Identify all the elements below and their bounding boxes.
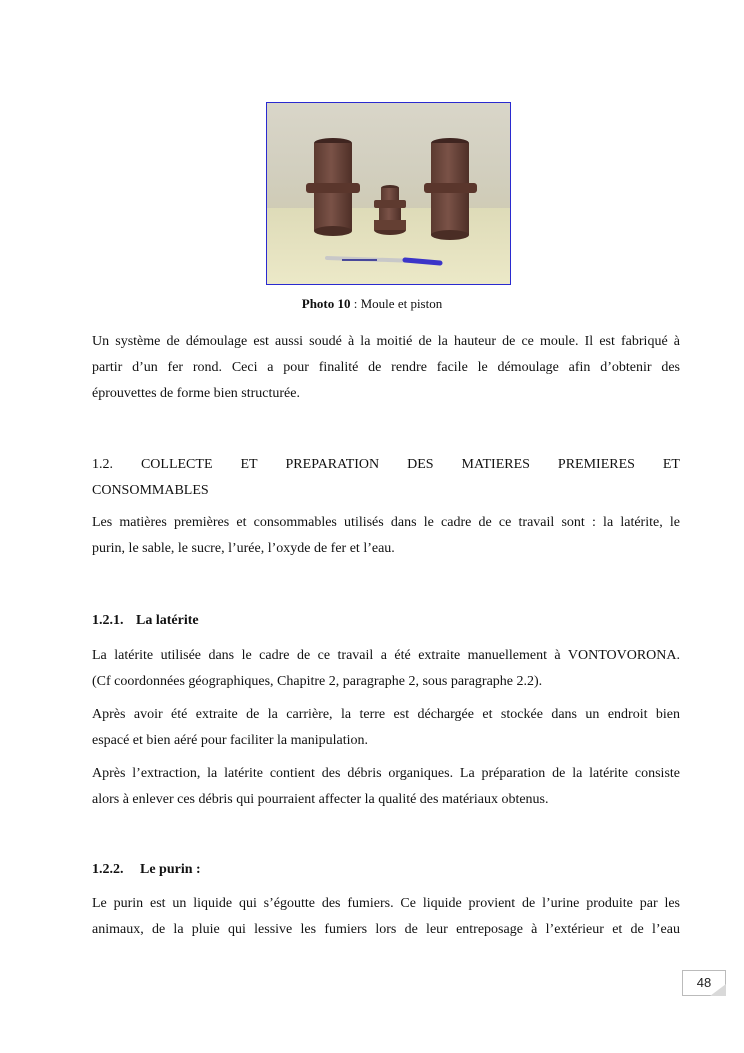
page-number: 48 bbox=[682, 970, 726, 996]
subsection-title: La latérite bbox=[136, 613, 199, 628]
section-word: 1.2. bbox=[92, 457, 113, 472]
subsection-heading-purin bbox=[92, 862, 680, 878]
paragraph-demoulage bbox=[92, 329, 680, 407]
paragraph-line: Un système de démoulage est aussi soudé à la moitié de la hauteur de ce moule. Il est fabriqué à bbox=[92, 334, 680, 349]
left-mold bbox=[306, 138, 360, 236]
paragraph-laterite-preparation bbox=[92, 761, 680, 813]
subsection-heading-laterite bbox=[92, 613, 680, 629]
section-word: ET bbox=[240, 457, 258, 472]
paragraph-laterite-origin bbox=[92, 643, 680, 695]
section-word: PREPARATION bbox=[285, 457, 380, 472]
paragraph-line: La latérite utilisée dans le cadre de ce travail a été extraite manuellement à VONTOVORONA. bbox=[92, 648, 680, 663]
paragraph-laterite-storage bbox=[92, 702, 680, 754]
section-word: DES bbox=[407, 457, 434, 472]
subsection-title: Le purin : bbox=[140, 862, 201, 877]
paragraph-line: éprouvettes de forme bien structurée. bbox=[92, 386, 300, 401]
paragraph-line: (Cf coordonnées géographiques, Chapitre 2, paragraphe 2, sous paragraphe 2.2). bbox=[92, 674, 543, 689]
section-word: PREMIERES bbox=[557, 457, 635, 472]
photo-number: Photo 10 bbox=[301, 296, 351, 311]
paragraph-purin bbox=[92, 891, 680, 943]
paragraph-line: Après l’extraction, la latérite contient des débris organiques. La préparation de la latérite consiste bbox=[92, 766, 680, 781]
section-word: MATIERES bbox=[461, 457, 530, 472]
paragraph-line: partir d’un fer rond. Ceci a pour finalité de rendre facile le démoulage afin d’obtenir des bbox=[92, 360, 680, 375]
section-heading-1-2 bbox=[92, 452, 680, 504]
paragraph-line: espacé et bien aéré pour faciliter la manipulation. bbox=[92, 733, 368, 748]
section-heading-line2: CONSOMMABLES bbox=[92, 483, 209, 498]
paragraph-line: Le purin est un liquide qui s’égoutte des fumiers. Ce liquide provient de l’urine produite par les bbox=[92, 896, 680, 911]
photo-caption-text: : Moule et piston bbox=[350, 296, 443, 311]
section-word: COLLECTE bbox=[140, 457, 213, 472]
paragraph-line: Après avoir été extraite de la carrière, la terre est déchargée et stockée dans un endroit bien bbox=[92, 707, 680, 722]
subsection-number: 1.2.2. bbox=[92, 862, 124, 877]
paragraph-line: purin, le sable, le sucre, l’urée, l’oxyde de fer et l’eau. bbox=[92, 541, 395, 556]
page-curl-decoration bbox=[710, 984, 726, 996]
paragraph-line: alors à enlever ces débris qui pourraient affecter la qualité des matériaux obtenus. bbox=[92, 792, 549, 807]
photo-caption bbox=[0, 296, 744, 312]
section-word: ET bbox=[662, 457, 680, 472]
paragraph-materials bbox=[92, 510, 680, 562]
paragraph-line: Les matières premières et consommables utilisés dans le cadre de ce travail sont : la latérite, le bbox=[92, 515, 680, 530]
photo-mold-and-piston bbox=[266, 102, 511, 285]
paragraph-line: animaux, de la pluie qui lessive les fumiers lors de leur entreposage à l’extérieur et de l’eau bbox=[92, 922, 680, 937]
subsection-number: 1.2.1. bbox=[92, 613, 124, 628]
